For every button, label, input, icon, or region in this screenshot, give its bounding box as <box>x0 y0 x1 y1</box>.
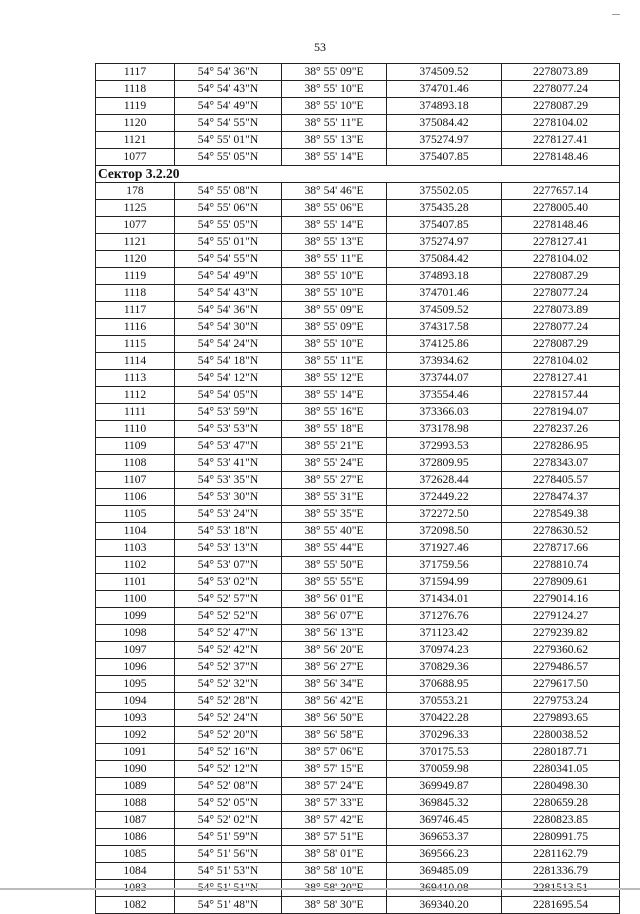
point-id-cell: 1107 <box>96 472 175 489</box>
y-coordinate-cell: 2278717.66 <box>502 540 620 557</box>
y-coordinate-cell: 2279753.24 <box>502 693 620 710</box>
y-coordinate-cell: 2280038.52 <box>502 727 620 744</box>
table-row <box>96 523 620 540</box>
point-id-cell: 1112 <box>96 387 175 404</box>
table-row <box>96 727 620 744</box>
longitude-cell: 38° 57' 24"E <box>282 778 387 795</box>
y-coordinate-cell: 2278194.07 <box>502 404 620 421</box>
longitude-cell: 38° 55' 10"E <box>282 285 387 302</box>
longitude-cell: 38° 55' 09"E <box>282 302 387 319</box>
y-coordinate-cell: 2279239.82 <box>502 625 620 642</box>
latitude-cell: 54° 51' 48"N <box>175 897 282 914</box>
latitude-cell: 54° 54' 49"N <box>175 98 282 115</box>
longitude-cell: 38° 56' 42"E <box>282 693 387 710</box>
y-coordinate-cell: 2278127.41 <box>502 370 620 387</box>
longitude-cell: 38° 55' 12"E <box>282 370 387 387</box>
table-row <box>96 64 620 81</box>
point-id-cell: 1117 <box>96 64 175 81</box>
x-coordinate-cell: 371594.99 <box>387 574 502 591</box>
sector-header-row <box>96 166 620 183</box>
x-coordinate-cell: 369653.37 <box>387 829 502 846</box>
point-id-cell: 1106 <box>96 489 175 506</box>
point-id-cell: 1092 <box>96 727 175 744</box>
latitude-cell: 54° 52' 37"N <box>175 659 282 676</box>
y-coordinate-cell: 2278405.57 <box>502 472 620 489</box>
y-coordinate-cell: 2278127.41 <box>502 234 620 251</box>
y-coordinate-cell: 2279486.57 <box>502 659 620 676</box>
table-row <box>96 234 620 251</box>
latitude-cell: 54° 52' 42"N <box>175 642 282 659</box>
x-coordinate-cell: 370553.21 <box>387 693 502 710</box>
point-id-cell: 1118 <box>96 285 175 302</box>
point-id-cell: 1111 <box>96 404 175 421</box>
table-row <box>96 472 620 489</box>
longitude-cell: 38° 54' 46"E <box>282 183 387 200</box>
table-row <box>96 302 620 319</box>
latitude-cell: 54° 53' 47"N <box>175 438 282 455</box>
x-coordinate-cell: 371927.46 <box>387 540 502 557</box>
y-coordinate-cell: 2278087.29 <box>502 98 620 115</box>
y-coordinate-cell: 2278286.95 <box>502 438 620 455</box>
longitude-cell: 38° 55' 55"E <box>282 574 387 591</box>
x-coordinate-cell: 374509.52 <box>387 64 502 81</box>
longitude-cell: 38° 55' 10"E <box>282 268 387 285</box>
latitude-cell: 54° 54' 05"N <box>175 387 282 404</box>
x-coordinate-cell: 372628.44 <box>387 472 502 489</box>
longitude-cell: 38° 55' 18"E <box>282 421 387 438</box>
point-id-cell: 1120 <box>96 115 175 132</box>
x-coordinate-cell: 371434.01 <box>387 591 502 608</box>
longitude-cell: 38° 55' 27"E <box>282 472 387 489</box>
x-coordinate-cell: 370296.33 <box>387 727 502 744</box>
longitude-cell: 38° 56' 20"E <box>282 642 387 659</box>
x-coordinate-cell: 369949.87 <box>387 778 502 795</box>
y-coordinate-cell: 2278104.02 <box>502 115 620 132</box>
latitude-cell: 54° 54' 43"N <box>175 285 282 302</box>
point-id-cell: 1114 <box>96 353 175 370</box>
table-row <box>96 540 620 557</box>
y-coordinate-cell: 2279617.50 <box>502 676 620 693</box>
x-coordinate-cell: 373744.07 <box>387 370 502 387</box>
point-id-cell: 1090 <box>96 761 175 778</box>
y-coordinate-cell: 2278549.38 <box>502 506 620 523</box>
x-coordinate-cell: 372809.95 <box>387 455 502 472</box>
point-id-cell: 1120 <box>96 251 175 268</box>
y-coordinate-cell: 2278343.07 <box>502 455 620 472</box>
longitude-cell: 38° 55' 14"E <box>282 217 387 234</box>
x-coordinate-cell: 370059.98 <box>387 761 502 778</box>
table-row <box>96 319 620 336</box>
table-row <box>96 642 620 659</box>
longitude-cell: 38° 56' 58"E <box>282 727 387 744</box>
point-id-cell: 1086 <box>96 829 175 846</box>
x-coordinate-cell: 374317.58 <box>387 319 502 336</box>
point-id-cell: 1117 <box>96 302 175 319</box>
table-row <box>96 489 620 506</box>
x-coordinate-cell: 369845.32 <box>387 795 502 812</box>
longitude-cell: 38° 55' 24"E <box>282 455 387 472</box>
latitude-cell: 54° 53' 30"N <box>175 489 282 506</box>
latitude-cell: 54° 55' 08"N <box>175 183 282 200</box>
longitude-cell: 38° 56' 50"E <box>282 710 387 727</box>
table-row <box>96 625 620 642</box>
latitude-cell: 54° 52' 05"N <box>175 795 282 812</box>
longitude-cell: 38° 55' 11"E <box>282 115 387 132</box>
point-id-cell: 1089 <box>96 778 175 795</box>
longitude-cell: 38° 55' 13"E <box>282 234 387 251</box>
y-coordinate-cell: 2279124.27 <box>502 608 620 625</box>
latitude-cell: 54° 52' 16"N <box>175 744 282 761</box>
y-coordinate-cell: 2280498.30 <box>502 778 620 795</box>
y-coordinate-cell: 2278157.44 <box>502 387 620 404</box>
table-row <box>96 795 620 812</box>
latitude-cell: 54° 54' 43"N <box>175 81 282 98</box>
latitude-cell: 54° 52' 52"N <box>175 608 282 625</box>
latitude-cell: 54° 53' 07"N <box>175 557 282 574</box>
latitude-cell: 54° 53' 59"N <box>175 404 282 421</box>
sector-title: Сектор 3.2.20 <box>96 166 620 183</box>
table-row <box>96 183 620 200</box>
latitude-cell: 54° 52' 57"N <box>175 591 282 608</box>
x-coordinate-cell: 371276.76 <box>387 608 502 625</box>
point-id-cell: 1084 <box>96 863 175 880</box>
table-row <box>96 744 620 761</box>
latitude-cell: 54° 55' 05"N <box>175 217 282 234</box>
longitude-cell: 38° 57' 51"E <box>282 829 387 846</box>
latitude-cell: 54° 52' 12"N <box>175 761 282 778</box>
coordinates-table <box>95 63 620 914</box>
y-coordinate-cell: 2278127.41 <box>502 132 620 149</box>
x-coordinate-cell: 372098.50 <box>387 523 502 540</box>
x-coordinate-cell: 375407.85 <box>387 149 502 166</box>
latitude-cell: 54° 54' 36"N <box>175 64 282 81</box>
x-coordinate-cell: 375274.97 <box>387 132 502 149</box>
x-coordinate-cell: 375084.42 <box>387 115 502 132</box>
longitude-cell: 38° 55' 11"E <box>282 251 387 268</box>
y-coordinate-cell: 2278148.46 <box>502 149 620 166</box>
x-coordinate-cell: 371123.42 <box>387 625 502 642</box>
latitude-cell: 54° 52' 02"N <box>175 812 282 829</box>
point-id-cell: 1087 <box>96 812 175 829</box>
table-row <box>96 455 620 472</box>
point-id-cell: 1099 <box>96 608 175 625</box>
latitude-cell: 54° 55' 06"N <box>175 200 282 217</box>
latitude-cell: 54° 51' 56"N <box>175 846 282 863</box>
point-id-cell: 1091 <box>96 744 175 761</box>
point-id-cell: 1098 <box>96 625 175 642</box>
y-coordinate-cell: 2278005.40 <box>502 200 620 217</box>
table-row <box>96 846 620 863</box>
sector-header-group <box>96 166 620 183</box>
longitude-cell: 38° 56' 27"E <box>282 659 387 676</box>
table-row <box>96 370 620 387</box>
point-id-cell: 1085 <box>96 846 175 863</box>
x-coordinate-cell: 373934.62 <box>387 353 502 370</box>
y-coordinate-cell: 2281695.54 <box>502 897 620 914</box>
longitude-cell: 38° 56' 07"E <box>282 608 387 625</box>
x-coordinate-cell: 373178.98 <box>387 421 502 438</box>
point-id-cell: 1121 <box>96 132 175 149</box>
x-coordinate-cell: 373554.46 <box>387 387 502 404</box>
latitude-cell: 54° 54' 49"N <box>175 268 282 285</box>
page-bottom-edge <box>0 888 640 890</box>
longitude-cell: 38° 57' 15"E <box>282 761 387 778</box>
table-row <box>96 863 620 880</box>
latitude-cell: 54° 51' 59"N <box>175 829 282 846</box>
x-coordinate-cell: 372449.22 <box>387 489 502 506</box>
longitude-cell: 38° 55' 13"E <box>282 132 387 149</box>
y-coordinate-cell: 2278077.24 <box>502 285 620 302</box>
longitude-cell: 38° 55' 10"E <box>282 336 387 353</box>
latitude-cell: 54° 52' 08"N <box>175 778 282 795</box>
x-coordinate-cell: 374893.18 <box>387 268 502 285</box>
table-row <box>96 812 620 829</box>
x-coordinate-cell: 370175.53 <box>387 744 502 761</box>
x-coordinate-cell: 370829.36 <box>387 659 502 676</box>
longitude-cell: 38° 58' 10"E <box>282 863 387 880</box>
longitude-cell: 38° 55' 10"E <box>282 81 387 98</box>
table-row <box>96 353 620 370</box>
y-coordinate-cell: 2278077.24 <box>502 81 620 98</box>
coordinates-table-container <box>95 63 608 914</box>
longitude-cell: 38° 55' 09"E <box>282 64 387 81</box>
point-id-cell: 1118 <box>96 81 175 98</box>
y-coordinate-cell: 2278073.89 <box>502 302 620 319</box>
point-id-cell: 1121 <box>96 234 175 251</box>
table-row <box>96 829 620 846</box>
latitude-cell: 54° 55' 01"N <box>175 234 282 251</box>
table-row <box>96 81 620 98</box>
longitude-cell: 38° 55' 50"E <box>282 557 387 574</box>
x-coordinate-cell: 372993.53 <box>387 438 502 455</box>
point-id-cell: 1077 <box>96 149 175 166</box>
latitude-cell: 54° 52' 24"N <box>175 710 282 727</box>
y-coordinate-cell: 2278237.26 <box>502 421 620 438</box>
x-coordinate-cell: 373366.03 <box>387 404 502 421</box>
table-row <box>96 268 620 285</box>
longitude-cell: 38° 55' 10"E <box>282 98 387 115</box>
longitude-cell: 38° 55' 31"E <box>282 489 387 506</box>
point-id-cell: 1095 <box>96 676 175 693</box>
point-id-cell: 1093 <box>96 710 175 727</box>
point-id-cell: 1104 <box>96 523 175 540</box>
point-id-cell: 1109 <box>96 438 175 455</box>
latitude-cell: 54° 53' 18"N <box>175 523 282 540</box>
x-coordinate-cell: 374893.18 <box>387 98 502 115</box>
x-coordinate-cell: 370974.23 <box>387 642 502 659</box>
x-coordinate-cell: 375274.97 <box>387 234 502 251</box>
point-id-cell: 1108 <box>96 455 175 472</box>
point-id-cell: 1101 <box>96 574 175 591</box>
table-row <box>96 659 620 676</box>
table-row <box>96 557 620 574</box>
y-coordinate-cell: 2280823.85 <box>502 812 620 829</box>
point-id-cell: 1105 <box>96 506 175 523</box>
x-coordinate-cell: 369485.09 <box>387 863 502 880</box>
point-id-cell: 178 <box>96 183 175 200</box>
point-id-cell: 1102 <box>96 557 175 574</box>
y-coordinate-cell: 2278148.46 <box>502 217 620 234</box>
longitude-cell: 38° 58' 01"E <box>282 846 387 863</box>
table-row <box>96 404 620 421</box>
y-coordinate-cell: 2281336.79 <box>502 863 620 880</box>
table-row <box>96 115 620 132</box>
latitude-cell: 54° 54' 55"N <box>175 251 282 268</box>
y-coordinate-cell: 2278087.29 <box>502 336 620 353</box>
y-coordinate-cell: 2278087.29 <box>502 268 620 285</box>
x-coordinate-cell: 369340.20 <box>387 897 502 914</box>
y-coordinate-cell: 2279014.16 <box>502 591 620 608</box>
longitude-cell: 38° 56' 13"E <box>282 625 387 642</box>
y-coordinate-cell: 2279893.65 <box>502 710 620 727</box>
point-id-cell: 1094 <box>96 693 175 710</box>
table-row <box>96 387 620 404</box>
longitude-cell: 38° 55' 35"E <box>282 506 387 523</box>
scan-mark <box>612 14 620 15</box>
y-coordinate-cell: 2278810.74 <box>502 557 620 574</box>
x-coordinate-cell: 375435.28 <box>387 200 502 217</box>
latitude-cell: 54° 54' 55"N <box>175 115 282 132</box>
x-coordinate-cell: 375407.85 <box>387 217 502 234</box>
longitude-cell: 38° 57' 42"E <box>282 812 387 829</box>
latitude-cell: 54° 53' 24"N <box>175 506 282 523</box>
point-id-cell: 1082 <box>96 897 175 914</box>
table-row <box>96 506 620 523</box>
y-coordinate-cell: 2280187.71 <box>502 744 620 761</box>
longitude-cell: 38° 58' 30"E <box>282 897 387 914</box>
point-id-cell: 1116 <box>96 319 175 336</box>
point-id-cell: 1119 <box>96 98 175 115</box>
point-id-cell: 1100 <box>96 591 175 608</box>
x-coordinate-cell: 374509.52 <box>387 302 502 319</box>
table-row <box>96 285 620 302</box>
longitude-cell: 38° 55' 40"E <box>282 523 387 540</box>
y-coordinate-cell: 2278474.37 <box>502 489 620 506</box>
longitude-cell: 38° 56' 01"E <box>282 591 387 608</box>
table-row <box>96 693 620 710</box>
latitude-cell: 54° 52' 20"N <box>175 727 282 744</box>
x-coordinate-cell: 375502.05 <box>387 183 502 200</box>
latitude-cell: 54° 52' 47"N <box>175 625 282 642</box>
point-id-cell: 1110 <box>96 421 175 438</box>
y-coordinate-cell: 2278909.61 <box>502 574 620 591</box>
latitude-cell: 54° 54' 18"N <box>175 353 282 370</box>
x-coordinate-cell: 369746.45 <box>387 812 502 829</box>
table-row <box>96 438 620 455</box>
table-row <box>96 200 620 217</box>
longitude-cell: 38° 55' 16"E <box>282 404 387 421</box>
longitude-cell: 38° 57' 06"E <box>282 744 387 761</box>
longitude-cell: 38° 55' 14"E <box>282 149 387 166</box>
latitude-cell: 54° 53' 35"N <box>175 472 282 489</box>
table-row <box>96 217 620 234</box>
latitude-cell: 54° 55' 01"N <box>175 132 282 149</box>
point-id-cell: 1103 <box>96 540 175 557</box>
x-coordinate-cell: 370688.95 <box>387 676 502 693</box>
table-row <box>96 897 620 914</box>
latitude-cell: 54° 52' 28"N <box>175 693 282 710</box>
latitude-cell: 54° 53' 53"N <box>175 421 282 438</box>
longitude-cell: 38° 56' 34"E <box>282 676 387 693</box>
latitude-cell: 54° 53' 41"N <box>175 455 282 472</box>
x-coordinate-cell: 375084.42 <box>387 251 502 268</box>
longitude-cell: 38° 57' 33"E <box>282 795 387 812</box>
y-coordinate-cell: 2278104.02 <box>502 251 620 268</box>
latitude-cell: 54° 54' 24"N <box>175 336 282 353</box>
table-body-after <box>96 183 620 914</box>
table-row <box>96 710 620 727</box>
table-row <box>96 149 620 166</box>
table-row <box>96 591 620 608</box>
table-row <box>96 336 620 353</box>
y-coordinate-cell: 2278104.02 <box>502 353 620 370</box>
x-coordinate-cell: 369566.23 <box>387 846 502 863</box>
latitude-cell: 54° 54' 36"N <box>175 302 282 319</box>
y-coordinate-cell: 2278630.52 <box>502 523 620 540</box>
x-coordinate-cell: 371759.56 <box>387 557 502 574</box>
x-coordinate-cell: 370422.28 <box>387 710 502 727</box>
latitude-cell: 54° 51' 53"N <box>175 863 282 880</box>
longitude-cell: 38° 55' 44"E <box>282 540 387 557</box>
table-row <box>96 608 620 625</box>
longitude-cell: 38° 55' 11"E <box>282 353 387 370</box>
y-coordinate-cell: 2279360.62 <box>502 642 620 659</box>
longitude-cell: 38° 55' 06"E <box>282 200 387 217</box>
x-coordinate-cell: 374701.46 <box>387 285 502 302</box>
latitude-cell: 54° 53' 13"N <box>175 540 282 557</box>
point-id-cell: 1115 <box>96 336 175 353</box>
table-body-before <box>96 64 620 166</box>
table-row <box>96 778 620 795</box>
table-row <box>96 574 620 591</box>
page-number: 53 <box>314 40 326 54</box>
y-coordinate-cell: 2281162.79 <box>502 846 620 863</box>
x-coordinate-cell: 374125.86 <box>387 336 502 353</box>
x-coordinate-cell: 372272.50 <box>387 506 502 523</box>
latitude-cell: 54° 54' 30"N <box>175 319 282 336</box>
point-id-cell: 1077 <box>96 217 175 234</box>
point-id-cell: 1119 <box>96 268 175 285</box>
y-coordinate-cell: 2278077.24 <box>502 319 620 336</box>
table-row <box>96 132 620 149</box>
point-id-cell: 1088 <box>96 795 175 812</box>
point-id-cell: 1125 <box>96 200 175 217</box>
table-row <box>96 676 620 693</box>
latitude-cell: 54° 53' 02"N <box>175 574 282 591</box>
latitude-cell: 54° 52' 32"N <box>175 676 282 693</box>
y-coordinate-cell: 2277657.14 <box>502 183 620 200</box>
y-coordinate-cell: 2280991.75 <box>502 829 620 846</box>
point-id-cell: 1096 <box>96 659 175 676</box>
y-coordinate-cell: 2280659.28 <box>502 795 620 812</box>
y-coordinate-cell: 2280341.05 <box>502 761 620 778</box>
latitude-cell: 54° 54' 12"N <box>175 370 282 387</box>
table-row <box>96 421 620 438</box>
longitude-cell: 38° 55' 14"E <box>282 387 387 404</box>
table-row <box>96 98 620 115</box>
point-id-cell: 1097 <box>96 642 175 659</box>
longitude-cell: 38° 55' 09"E <box>282 319 387 336</box>
x-coordinate-cell: 374701.46 <box>387 81 502 98</box>
latitude-cell: 54° 55' 05"N <box>175 149 282 166</box>
table-row <box>96 761 620 778</box>
longitude-cell: 38° 55' 21"E <box>282 438 387 455</box>
table-row <box>96 251 620 268</box>
y-coordinate-cell: 2278073.89 <box>502 64 620 81</box>
point-id-cell: 1113 <box>96 370 175 387</box>
